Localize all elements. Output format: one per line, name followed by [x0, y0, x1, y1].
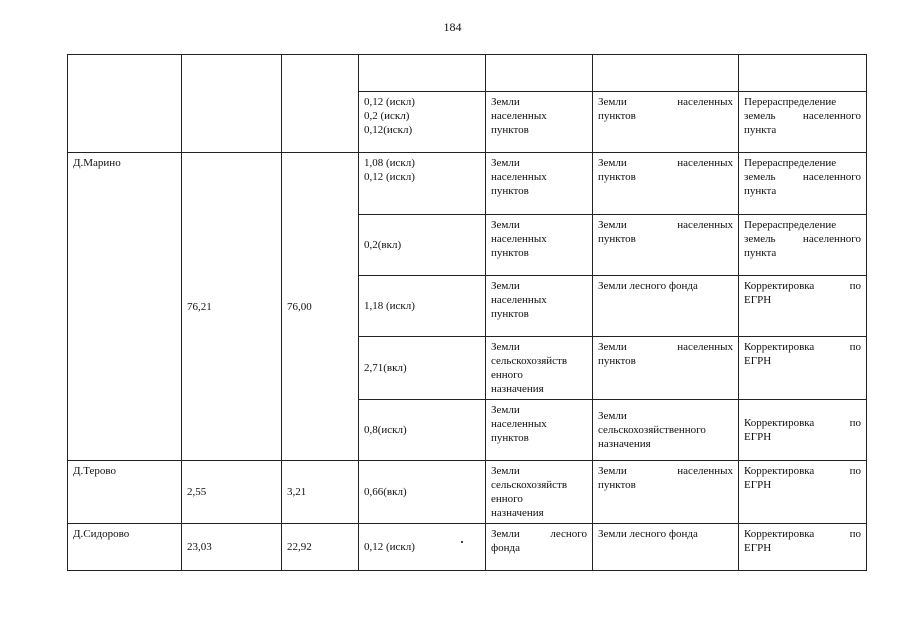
change-reason [739, 215, 867, 276]
settlement-name: Д.Терово [68, 461, 182, 524]
category-to-line: пунктов [598, 479, 636, 491]
category-from-line: населенных [491, 171, 547, 183]
category-from-line: пунктов [491, 124, 529, 136]
category-from-line: фонда [491, 542, 520, 554]
change-reason-line: ЕГРН [744, 294, 772, 306]
change-reason-line: земель населенного [744, 171, 861, 183]
table-row [68, 524, 867, 571]
change-reason-line: Корректировка по [744, 465, 861, 477]
category-from-line: енного [491, 369, 523, 381]
category-to-line: Земли лесного фонда [598, 528, 698, 540]
category-from-line: населенных [491, 110, 547, 122]
change-reason-line: Перераспределение [744, 219, 837, 231]
change-reason [739, 524, 867, 571]
table-row [68, 55, 867, 92]
category-from-line: пунктов [491, 432, 529, 444]
category-to-line: Земли населенных [598, 341, 733, 353]
category-to-line: пунктов [598, 110, 636, 122]
change-reason [739, 55, 867, 92]
area-change-line: 0,66(вкл) [364, 486, 407, 498]
page-number: 184 [443, 20, 462, 34]
change-reason-line: пункта [744, 124, 777, 136]
category-from [486, 153, 593, 215]
category-to [593, 400, 739, 461]
category-to [593, 153, 739, 215]
table-row [68, 461, 867, 524]
table-body [68, 55, 867, 571]
category-from [486, 92, 593, 153]
category-to-line: Земли [598, 410, 627, 422]
area-change-line: 0,12(искл) [364, 124, 413, 136]
area-change [359, 215, 486, 276]
area-change-line: 2,71(вкл) [364, 362, 407, 374]
category-from [486, 55, 593, 92]
area-change-line: 1,18 (искл) [364, 300, 415, 312]
category-from-line: назначения [491, 507, 544, 519]
area-before: 23,03 [182, 524, 282, 571]
change-reason-line: Корректировка по [744, 417, 861, 429]
change-reason-line: Перераспределение [744, 157, 837, 169]
category-to-line: сельскохозяйственного [598, 424, 706, 436]
area-after [282, 55, 359, 153]
category-to [593, 461, 739, 524]
category-from-line: населенных [491, 294, 547, 306]
area-change [359, 337, 486, 400]
category-to-line: пунктов [598, 171, 636, 183]
category-from-line: Земли [491, 219, 520, 231]
area-before [182, 55, 282, 153]
category-to [593, 55, 739, 92]
area-change-line: 0,2(вкл) [364, 239, 402, 251]
category-from [486, 524, 593, 571]
area-before: 76,21 [182, 153, 282, 461]
category-to-line: пунктов [598, 355, 636, 367]
settlement-name: Д.Сидорово [68, 524, 182, 571]
area-change [359, 92, 486, 153]
change-reason [739, 92, 867, 153]
category-from-line: назначения [491, 383, 544, 395]
category-to [593, 337, 739, 400]
table-row [68, 153, 867, 215]
change-reason [739, 153, 867, 215]
change-reason [739, 400, 867, 461]
area-change [359, 400, 486, 461]
area-change-line: 0,12 (искл) [364, 541, 415, 553]
category-from-line: Земли [491, 96, 520, 108]
settlement-name: Д.Марино [68, 153, 182, 461]
category-to-line: Земли населенных [598, 219, 733, 231]
category-from-line: сельскохозяйств [491, 479, 568, 491]
area-change-line: 0,2 (искл) [364, 110, 410, 122]
change-reason-line: ЕГРН [744, 542, 772, 554]
category-to-line: Земли лесного фонда [598, 280, 698, 292]
area-before: 2,55 [182, 461, 282, 524]
category-to [593, 276, 739, 337]
area-change-line: 0,8(искл) [364, 424, 407, 436]
category-from-line: Земли [491, 157, 520, 169]
settlement-name [68, 55, 182, 153]
area-change [359, 55, 486, 92]
category-to [593, 215, 739, 276]
category-to-line: Земли населенных [598, 465, 733, 477]
change-reason-line: пункта [744, 185, 777, 197]
change-reason-line: пункта [744, 247, 777, 259]
change-reason [739, 276, 867, 337]
category-from-line: сельскохозяйств [491, 355, 568, 367]
change-reason [739, 461, 867, 524]
category-to-line: пунктов [598, 233, 636, 245]
category-from [486, 276, 593, 337]
area-after: 76,00 [282, 153, 359, 461]
scan-speck [461, 541, 463, 543]
category-from-line: Земли [491, 465, 520, 477]
change-reason-line: Корректировка по [744, 341, 861, 353]
category-from-line: пунктов [491, 308, 529, 320]
change-reason-line: земель населенного [744, 233, 861, 245]
category-to [593, 524, 739, 571]
change-reason-line: ЕГРН [744, 479, 772, 491]
category-from-line: Земли [491, 280, 520, 292]
category-to [593, 92, 739, 153]
land-category-table [67, 54, 867, 571]
category-from-line: населенных [491, 418, 547, 430]
category-from [486, 337, 593, 400]
category-from-line: пунктов [491, 185, 529, 197]
change-reason-line: Перераспределение [744, 96, 837, 108]
area-change [359, 153, 486, 215]
area-change [359, 524, 486, 571]
change-reason-line: земель населенного [744, 110, 861, 122]
change-reason-line: Корректировка по [744, 280, 861, 292]
change-reason-line: Корректировка по [744, 528, 861, 540]
area-change-line: 0,12 (искл) [364, 171, 415, 183]
category-from-line: Земли [491, 404, 520, 416]
category-to-line: назначения [598, 438, 651, 450]
category-to-line: Земли населенных [598, 96, 733, 108]
area-change-line: 0,12 (искл) [364, 96, 415, 108]
category-from-line: Земли лесного [491, 528, 587, 540]
category-from [486, 215, 593, 276]
category-from [486, 461, 593, 524]
category-from [486, 400, 593, 461]
area-after: 3,21 [282, 461, 359, 524]
category-from-line: населенных [491, 233, 547, 245]
area-change [359, 461, 486, 524]
change-reason [739, 337, 867, 400]
area-change-line: 1,08 (искл) [364, 157, 415, 169]
change-reason-line: ЕГРН [744, 431, 772, 443]
change-reason-line: ЕГРН [744, 355, 772, 367]
area-after: 22,92 [282, 524, 359, 571]
category-from-line: Земли [491, 341, 520, 353]
category-to-line: Земли населенных [598, 157, 733, 169]
category-from-line: енного [491, 493, 523, 505]
category-from-line: пунктов [491, 247, 529, 259]
area-change [359, 276, 486, 337]
